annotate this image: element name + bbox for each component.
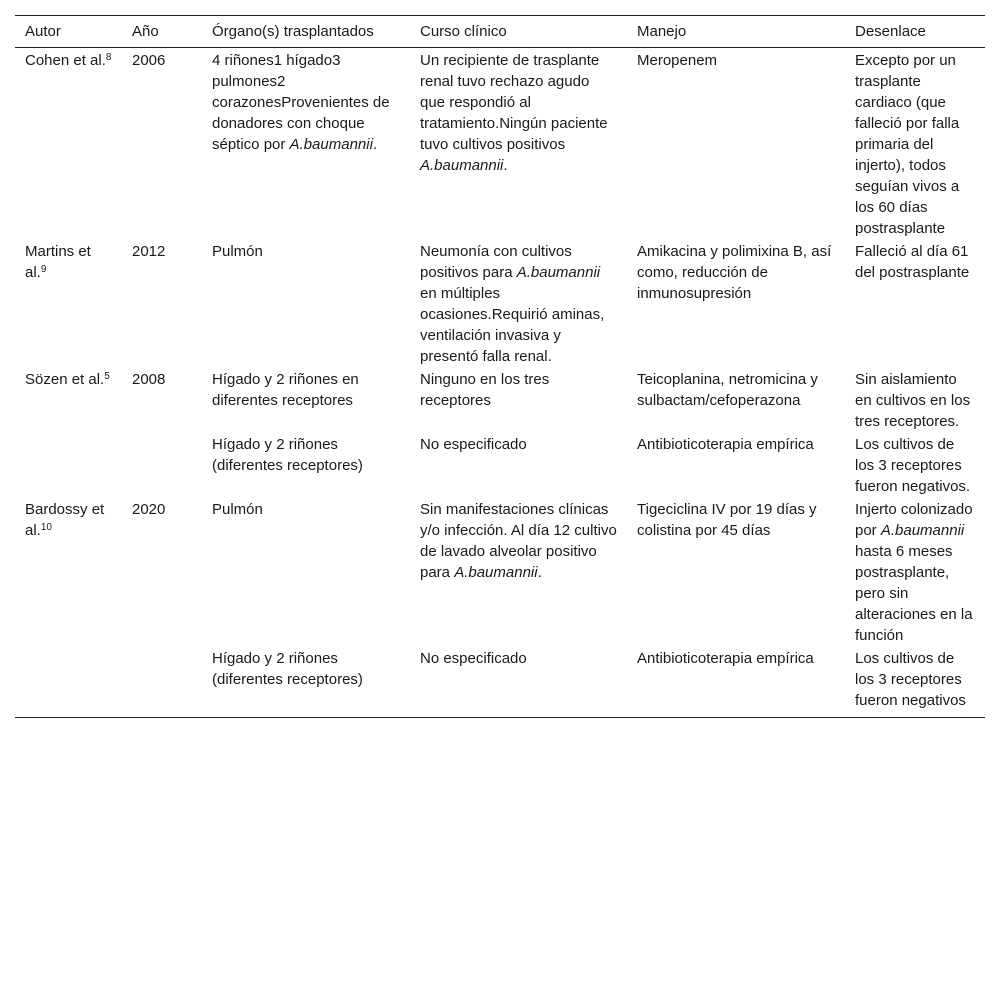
desenlace-text: Injerto colonizado por [855,501,973,539]
header-curso: Curso clínico [420,23,507,40]
cell-organo: Hígado y 2 riñones (diferentes receptores) [212,650,363,688]
curso-text-end: . [537,564,542,581]
cell-curso [410,240,627,368]
curso-text-end: . [503,157,508,174]
table-row [15,647,985,718]
table-body [15,48,985,718]
cell-organo: Pulmón [212,243,263,260]
reference-number: 8 [105,52,112,63]
cell-curso [410,48,627,241]
cell-curso: No especificado [420,650,527,667]
header-desenlace: Desenlace [855,23,926,40]
organism-name: A.baumannii [880,522,965,539]
cell-curso [410,498,627,647]
cell-organo [202,48,410,241]
header-autor: Autor [25,23,61,40]
table-row [15,433,985,498]
author-name: Martins et al. [25,243,91,281]
cell-autor [15,368,122,433]
cell-desenlace: Falleció al día 61 del postrasplante [855,243,970,281]
cell-anio: 2012 [132,243,166,260]
cell-manejo: Antibioticoterapia empírica [637,650,814,667]
cell-autor [15,647,122,718]
cell-organo: Hígado y 2 riñones (diferentes receptores) [212,436,363,474]
curso-text: Neumonía con cultivos positivos para [420,243,572,281]
author-name: Bardossy et al. [25,501,105,539]
cell-organo: Hígado y 2 riñones en diferentes receptores [212,371,359,409]
cell-anio [122,647,202,718]
literature-table [15,15,985,718]
cell-desenlace: Sin aislamiento en cultivos en los tres receptores. [855,371,971,430]
cell-autor [15,240,122,368]
cell-desenlace [845,498,985,647]
curso-text: Sin manifestaciones clínicas y/o infección. Al día 12 cultivo de lavado alveolar positivo para [420,501,617,581]
reference-number: 5 [104,371,110,382]
curso-text: Un recipiente de trasplante renal tuvo rechazo agudo que respondió al tratamiento.Ningún paciente tuvo cultivos positivos [420,52,608,153]
table-row [15,368,985,433]
organo-text: 4 riñones1 hígado3 pulmones2 corazonesProvenientes de donadores con choque séptico por [212,52,390,153]
header-row [15,16,985,48]
cell-anio: 2020 [132,501,166,518]
cell-manejo: Meropenem [637,52,718,69]
cell-curso: No especificado [420,436,527,453]
reference-number: 9 [40,264,47,275]
header-organo: Órgano(s) trasplantados [212,23,374,40]
cell-desenlace: Excepto por un trasplante cardiaco (que falleció por falla primaria del injerto), todos seguían vivos a los 60 días postrasplante [855,52,960,237]
cell-anio: 2008 [132,371,166,388]
cell-desenlace: Los cultivos de los 3 receptores fueron negativos [855,650,966,709]
cell-anio [122,433,202,498]
reference-number: 10 [40,522,52,533]
curso-text-end: en múltiples ocasiones.Requirió aminas, ventilación invasiva y presentó falla renal. [420,285,605,365]
cell-manejo: Teicoplanina, netromicina y sulbactam/cefoperazona [637,371,818,409]
header-anio: Año [132,23,159,40]
cell-manejo: Amikacina y polimixina B, así como, reducción de inmunosupresión [637,243,832,302]
organism-name: A.baumannii [516,264,601,281]
table-header [15,16,985,48]
cell-manejo: Tigeciclina IV por 19 días y colistina por 45 días [637,501,817,539]
organism-name: A.baumannii [420,157,504,174]
cell-anio: 2006 [132,52,166,69]
table-row [15,48,985,241]
table-row [15,240,985,368]
desenlace-text-end: hasta 6 meses postrasplante, pero sin alteraciones en la función [855,543,973,644]
table-row [15,498,985,647]
cell-organo: Pulmón [212,501,263,518]
cell-autor [15,498,122,647]
organo-text-end: . [372,136,378,153]
author-name: Sözen et al. [25,371,105,388]
header-manejo: Manejo [637,23,687,40]
cell-manejo: Antibioticoterapia empírica [637,436,814,453]
organism-name: A.baumannii [454,564,538,581]
cell-desenlace: Los cultivos de los 3 receptores fueron negativos. [855,436,971,495]
organism-name: A.baumannii [289,136,373,153]
cell-curso: Ninguno en los tres receptores [420,371,550,409]
author-name: Cohen et al. [25,52,106,69]
cell-autor [15,433,122,498]
cell-autor [15,48,122,241]
